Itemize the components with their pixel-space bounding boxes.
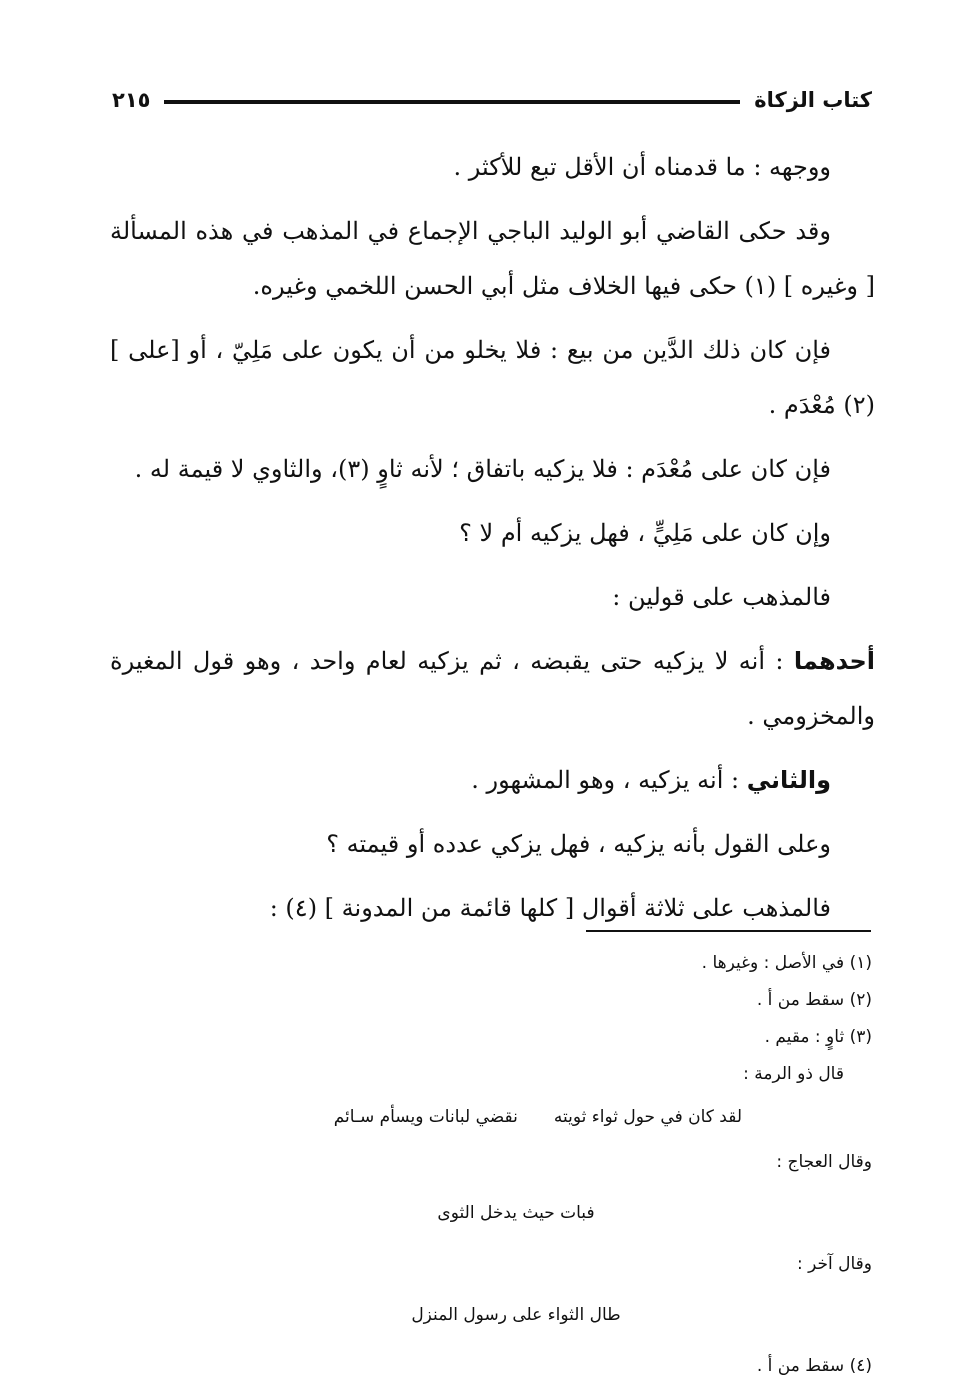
- paragraph: فإن كان على مُعْدَم : فلا يزكيه باتفاق ؛ لأنه ثاوٍ (٣)، والثاوي لا قيمة له .: [134, 455, 831, 483]
- paragraph: وإن كان على مَلِيٍّ ، فهل يزكيه أم لا ؟: [459, 519, 831, 547]
- main-text: [110, 140, 875, 945]
- footnote-poet: وقال العجاج :: [776, 1152, 872, 1172]
- paragraph: أحدهما : أنه لا يزكيه حتى يقبضه ، ثم يزكيه لعام واحد ، وهو قول المغيرة والمخزومي .: [110, 647, 875, 730]
- paragraph-lead: أحدهما: [793, 647, 875, 675]
- footnote-poet: وقال آخر :: [796, 1254, 872, 1274]
- header-rule: [164, 100, 740, 104]
- page-header: [112, 78, 872, 122]
- page-number: ٢١٥: [112, 88, 151, 112]
- paragraph-lead: والثاني: [746, 766, 831, 794]
- footnote-verse: [160, 1099, 872, 1136]
- paragraph: فالمذهب على قولين :: [612, 583, 831, 611]
- paragraph: ووجهه : ما قدمناه أن الأقل تبع للأكثر .: [453, 153, 831, 181]
- paragraph: وعلى القول بأنه يزكيه ، فهل يزكي عدده أو قيمته ؟: [326, 830, 831, 858]
- footnote-poet: قال ذو الرمة :: [743, 1064, 844, 1084]
- paragraph: فالمذهب على ثلاثة أقوال [ كلها قائمة من المدونة ] (٤) :: [269, 894, 831, 922]
- paragraph: وقد حكى القاضي أبو الوليد الباجي الإجماع في المذهب في هذه المسألة [ وغيره ] (١) حكى فيها الخلاف مثل أبي الحسن اللخمي وغيره.: [110, 217, 875, 300]
- paragraph: فإن كان ذلك الدَّين من بيع : فلا يخلو من أن يكون على مَلِيّ ، أو [على ] (٢) مُعْدَم .: [110, 336, 875, 419]
- verse-hemistich: لقد كان في حول ثواء ثويته: [553, 1107, 742, 1127]
- paragraph: والثاني : أنه يزكيه ، وهو المشهور .: [471, 766, 831, 794]
- verse-hemistich: نقضي لبانات ويسأم سـائم: [333, 1107, 518, 1127]
- footnote: (٤) سقط من أ .: [756, 1356, 872, 1376]
- book-title: كتاب الزكاة: [754, 88, 872, 112]
- footnote: (٣) ثاوٍ : مقيم .: [764, 1027, 872, 1047]
- footnotes: [160, 945, 872, 1385]
- footnote-verse: فبات حيث يدخل الثوى: [437, 1203, 595, 1223]
- footnote: (٢) سقط من أ .: [756, 990, 872, 1010]
- footnote: (١) في الأصل : وغيرها .: [701, 953, 872, 973]
- footnote-separator: [586, 930, 871, 932]
- footnote-verse: طال الثواء على رسول المنزل: [411, 1305, 621, 1325]
